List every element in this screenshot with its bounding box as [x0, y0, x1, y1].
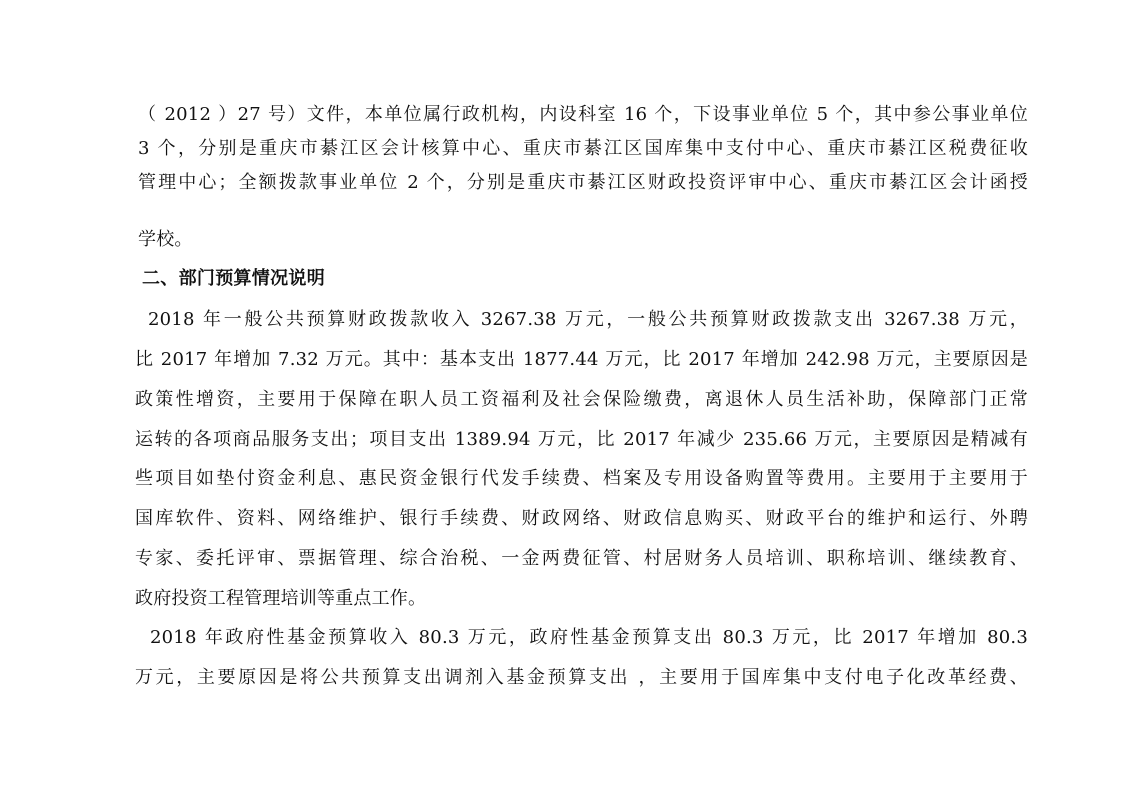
- paragraph-line: 政府投资工程管理培训等重点工作。: [135, 588, 427, 609]
- paragraph-line: 些项目如垫付资金利息、惠民资金银行代发手续费、档案及专用设备购置等费用。主要用于主要用于: [135, 468, 1028, 489]
- paragraph-line: 专家、委托评审、票据管理、综合治税、一金两费征管、村居财务人员培训、职称培训、继续教育、: [135, 548, 1028, 569]
- paragraph-line: 运转的各项商品服务支出；项目支出 1389.94 万元，比 2017 年减少 235.66 万元，主要原因是精减有: [135, 429, 1028, 450]
- section-heading: 二、部门预算情况说明: [142, 268, 325, 289]
- paragraph-line: 学校。: [138, 229, 193, 250]
- paragraph-line: 2018 年政府性基金预算收入 80.3 万元，政府性基金预算支出 80.3 万元，比 2017 年增加 80.3: [150, 627, 1028, 648]
- paragraph-line: 2018 年一般公共预算财政拨款收入 3267.38 万元，一般公共预算财政拨款支出 3267.38 万元，: [148, 309, 1028, 330]
- paragraph-line: 比 2017 年增加 7.32 万元。其中：基本支出 1877.44 万元，比 2017 年增加 242.98 万元，主要原因是: [135, 349, 1028, 370]
- paragraph-line: （ 2012 ）27 号）文件，本单位属行政机构，内设科室 16 个，下设事业单位 5 个，其中参公事业单位: [138, 104, 1028, 125]
- paragraph-line: 管理中心；全额拨款事业单位 2 个，分别是重庆市綦江区财政投资评审中心、重庆市綦江区会计函授: [138, 172, 1028, 193]
- paragraph-line: 3 个，分别是重庆市綦江区会计核算中心、重庆市綦江区国库集中支付中心、重庆市綦江区税费征收: [138, 138, 1028, 159]
- paragraph-line: 万元，主要原因是将公共预算支出调剂入基金预算支出 ，主要用于国库集中支付电子化改革经费、: [135, 667, 1028, 688]
- paragraph-line: 国库软件、资料、网络维护、银行手续费、财政网络、财政信息购买、财政平台的维护和运行、外聘: [135, 508, 1028, 529]
- paragraph-line: 政策性增资，主要用于保障在职人员工资福利及社会保险缴费，离退休人员生活补助，保障部门正常: [135, 389, 1028, 410]
